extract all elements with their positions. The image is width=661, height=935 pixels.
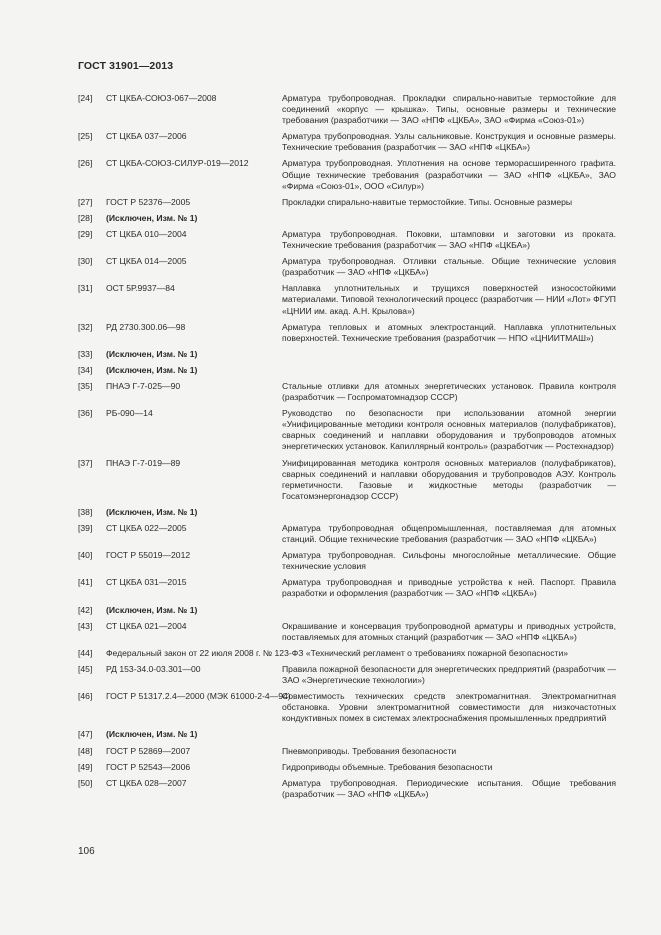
reference-number: [31] xyxy=(78,283,93,294)
reference-title: Арматура трубопроводная. Прокладки спирально-навитые термостойкие для соединений «корпус — крышка». Типы, основные размеры и технические требования (разработчики — ЗАО «НПФ «ЦКБА», ЗАО «Фирма «Союз-01») xyxy=(282,93,616,126)
reference-title: Окрашивание и консервация трубопроводной арматуры и приводных устройств, поставляемых для атомных станций (разработчик — ЗАО «НПФ «ЦКБА») xyxy=(282,620,616,642)
reference-code: РБ-090—14 xyxy=(106,408,153,419)
reference-number: [24] xyxy=(78,93,93,103)
reference-entry xyxy=(78,577,616,599)
reference-entry xyxy=(78,605,616,616)
reference-entry xyxy=(78,93,616,126)
reference-number: [37] xyxy=(78,457,93,468)
reference-number: [41] xyxy=(78,577,93,588)
reference-number: [29] xyxy=(78,228,93,239)
reference-code: СТ ЦКБА 031—2015 xyxy=(106,577,187,588)
reference-entry xyxy=(78,256,616,278)
reference-code: (Исключен, Изм. № 1) xyxy=(106,604,198,615)
reference-number: [38] xyxy=(78,506,93,517)
reference-title: Прокладки спирально-навитые термостойкие. Типы. Основные размеры xyxy=(282,196,573,207)
reference-number: [49] xyxy=(78,761,93,772)
reference-title xyxy=(282,213,616,224)
reference-entry xyxy=(78,458,616,502)
reference-code: (Исключен, Изм. № 1) xyxy=(106,348,198,359)
reference-title xyxy=(282,507,616,518)
reference-entry xyxy=(78,349,616,360)
reference-title: Стальные отливки для атомных энергетических установок. Правила контроля (разработчик — Госпроматомнадзор СССР) xyxy=(282,380,616,403)
reference-number: [36] xyxy=(78,408,93,419)
reference-number: [32] xyxy=(78,321,93,332)
page-number: 106 xyxy=(78,846,95,857)
reference-code: ГОСТ Р 51317.2.4—2000 (МЭК 61000-2-4—94) xyxy=(106,691,291,702)
reference-title: Правила пожарной безопасности для энергетических предприятий (разработчик — ЗАО «Энергетические технологии») xyxy=(282,663,616,686)
reference-code: РД 153-34.0-03.301—00 xyxy=(106,663,201,674)
reference-number: [34] xyxy=(78,364,93,375)
reference-entry xyxy=(78,550,616,572)
reference-title xyxy=(282,605,616,616)
reference-code: СТ ЦКБА-СОЮЗ-СИЛУР-019—2012 xyxy=(106,158,249,169)
reference-entry xyxy=(78,507,616,518)
reference-entry xyxy=(78,664,616,686)
reference-code: (Исключен, Изм. № 1) xyxy=(106,364,198,375)
reference-number: [50] xyxy=(78,777,93,788)
reference-code: СТ ЦКБА 022—2005 xyxy=(106,523,187,533)
reference-entry xyxy=(78,131,616,153)
reference-title: Арматура трубопроводная. Уплотнения на основе терморасширенного графита. Общие технические требования (разработчики — ЗАО «НПФ «ЦКБА», ЗАО «Фирма «Союз-01», ООО «Силур») xyxy=(282,158,616,191)
reference-entry xyxy=(78,648,616,659)
reference-code: ОСТ 5Р.9937—84 xyxy=(106,283,175,294)
reference-title: Арматура тепловых и атомных электростанций. Наплавка уплотнительных поверхностей. Технические требования (разработчик — НПО «ЦНИИТМАШ») xyxy=(282,321,616,343)
reference-number: [43] xyxy=(78,620,93,631)
reference-title: Арматура трубопроводная. Поковки, штамповки и заготовки из проката. Технические требования (разработчик — ЗАО «НПФ «ЦКБА») xyxy=(282,228,616,251)
reference-number: [42] xyxy=(78,604,93,615)
reference-code: ГОСТ Р 55019—2012 xyxy=(106,550,191,561)
reference-title: Федеральный закон от 22 июля 2008 г. № 123-ФЗ «Технический регламент о требованиях пожарной безопасности» xyxy=(106,647,569,658)
reference-entry xyxy=(78,523,616,545)
reference-number: [40] xyxy=(78,550,93,561)
reference-entry xyxy=(78,762,616,773)
reference-number: [48] xyxy=(78,745,93,756)
reference-code: (Исключен, Изм. № 1) xyxy=(106,729,198,740)
reference-number: [30] xyxy=(78,256,93,267)
reference-title: Арматура трубопроводная и приводные устройства к ней. Паспорт. Правила разработки и оформления (разработчик — ЗАО «НПФ «ЦКБА») xyxy=(282,577,616,599)
reference-title xyxy=(282,729,616,740)
reference-title: Арматура трубопроводная. Сильфоны многослойные металлические. Общие технические условия xyxy=(282,550,616,572)
reference-code: ГОСТ Р 52869—2007 xyxy=(106,745,191,756)
reference-number: [44] xyxy=(78,647,93,658)
reference-entry xyxy=(78,729,616,740)
reference-code: ГОСТ Р 52376—2005 xyxy=(106,196,191,207)
reference-entry xyxy=(78,213,616,224)
reference-number: [33] xyxy=(78,348,93,359)
reference-list xyxy=(78,93,616,805)
reference-title: Гидроприводы объемные. Требования безопасности xyxy=(282,761,493,772)
reference-code: СТ ЦКБА 028—2007 xyxy=(106,777,187,788)
reference-entry xyxy=(78,365,616,376)
reference-title: Руководство по безопасности при использовании атомной энергии «Унифицированные методики контроля основных материалов (полуфабрикатов), сварных соединений и наплавки оборудования и трубопроводов атомных энергетических установок. Капиллярный контроль» (разработчик — Ростехнадзор) xyxy=(282,408,616,452)
reference-entry xyxy=(78,158,616,191)
reference-code: ПНАЭ Г-7-025—90 xyxy=(106,380,181,391)
reference-code: СТ ЦКБА 014—2005 xyxy=(106,256,187,267)
reference-code: РД 2730.300.06—98 xyxy=(106,321,186,332)
reference-code: ГОСТ Р 52543—2006 xyxy=(106,761,191,772)
reference-entry xyxy=(78,322,616,344)
reference-number: [26] xyxy=(78,158,93,169)
reference-number: [28] xyxy=(78,212,93,223)
reference-code: СТ ЦКБА 037—2006 xyxy=(106,131,187,142)
reference-code: (Исключен, Изм. № 1) xyxy=(106,212,198,223)
reference-code: СТ ЦКБА 010—2004 xyxy=(106,228,187,239)
reference-entry xyxy=(78,621,616,643)
reference-title: Арматура трубопроводная общепромышленная, поставляемая для атомных станций. Общие технические требования (разработчик — ЗАО «НПФ «ЦКБА») xyxy=(282,523,616,545)
reference-entry xyxy=(78,381,616,403)
reference-title: Пневмоприводы. Требования безопасности xyxy=(282,745,457,756)
reference-entry xyxy=(78,229,616,251)
reference-entry xyxy=(78,691,616,724)
reference-code: СТ ЦКБА 021—2004 xyxy=(106,620,187,631)
reference-title: Унифицированная методика контроля основных материалов (полуфабрикатов), сварных соединений и наплавки оборудования и трубопроводов АЭУ. Контроль герметичности. Газовые и жидкостные методы (разработчик — Госатомэнергонадзор СССР) xyxy=(282,457,616,501)
reference-title: Арматура трубопроводная. Узлы сальниковые. Конструкция и основные размеры. Технические требования (разработчик — ЗАО «НПФ «ЦКБА») xyxy=(282,131,616,153)
reference-code: ПНАЭ Г-7-019—89 xyxy=(106,457,181,468)
reference-title: Наплавка уплотнительных и трущихся поверхностей износостойкими материалами. Типовой технологический процесс (разработчик — НИИ «Лот» ФГУП «ЦНИИ им. акад. А.Н. Крылова») xyxy=(282,283,616,316)
reference-entry xyxy=(78,778,616,800)
reference-title xyxy=(282,349,616,360)
reference-number: [46] xyxy=(78,691,93,702)
reference-entry xyxy=(78,283,616,316)
reference-entry xyxy=(78,746,616,757)
reference-title: Арматура трубопроводная. Отливки стальные. Общие технические условия (разработчик — ЗАО «НПФ «ЦКБА») xyxy=(282,256,616,278)
standard-title: ГОСТ 31901—2013 xyxy=(78,60,174,72)
reference-number: [25] xyxy=(78,131,93,142)
reference-number: [35] xyxy=(78,380,93,391)
reference-entry xyxy=(78,197,616,208)
reference-title: Арматура трубопроводная. Периодические испытания. Общие требования (разработчик — ЗАО «НПФ «ЦКБА») xyxy=(282,777,616,799)
reference-code: (Исключен, Изм. № 1) xyxy=(106,506,198,517)
reference-entry xyxy=(78,408,616,452)
reference-number: [27] xyxy=(78,196,93,207)
reference-number: [39] xyxy=(78,523,93,533)
reference-code: СТ ЦКБА-СОЮЗ-067—2008 xyxy=(106,93,217,103)
reference-title xyxy=(282,365,616,376)
reference-title: Совместимость технических средств электромагнитная. Электромагнитная обстановка. Уровни электромагнитной совместимости для низкочастотных кондуктивных помех в системах электроснабжения промышленных предприятий xyxy=(282,691,616,724)
reference-number: [45] xyxy=(78,663,93,674)
reference-number: [47] xyxy=(78,729,93,740)
